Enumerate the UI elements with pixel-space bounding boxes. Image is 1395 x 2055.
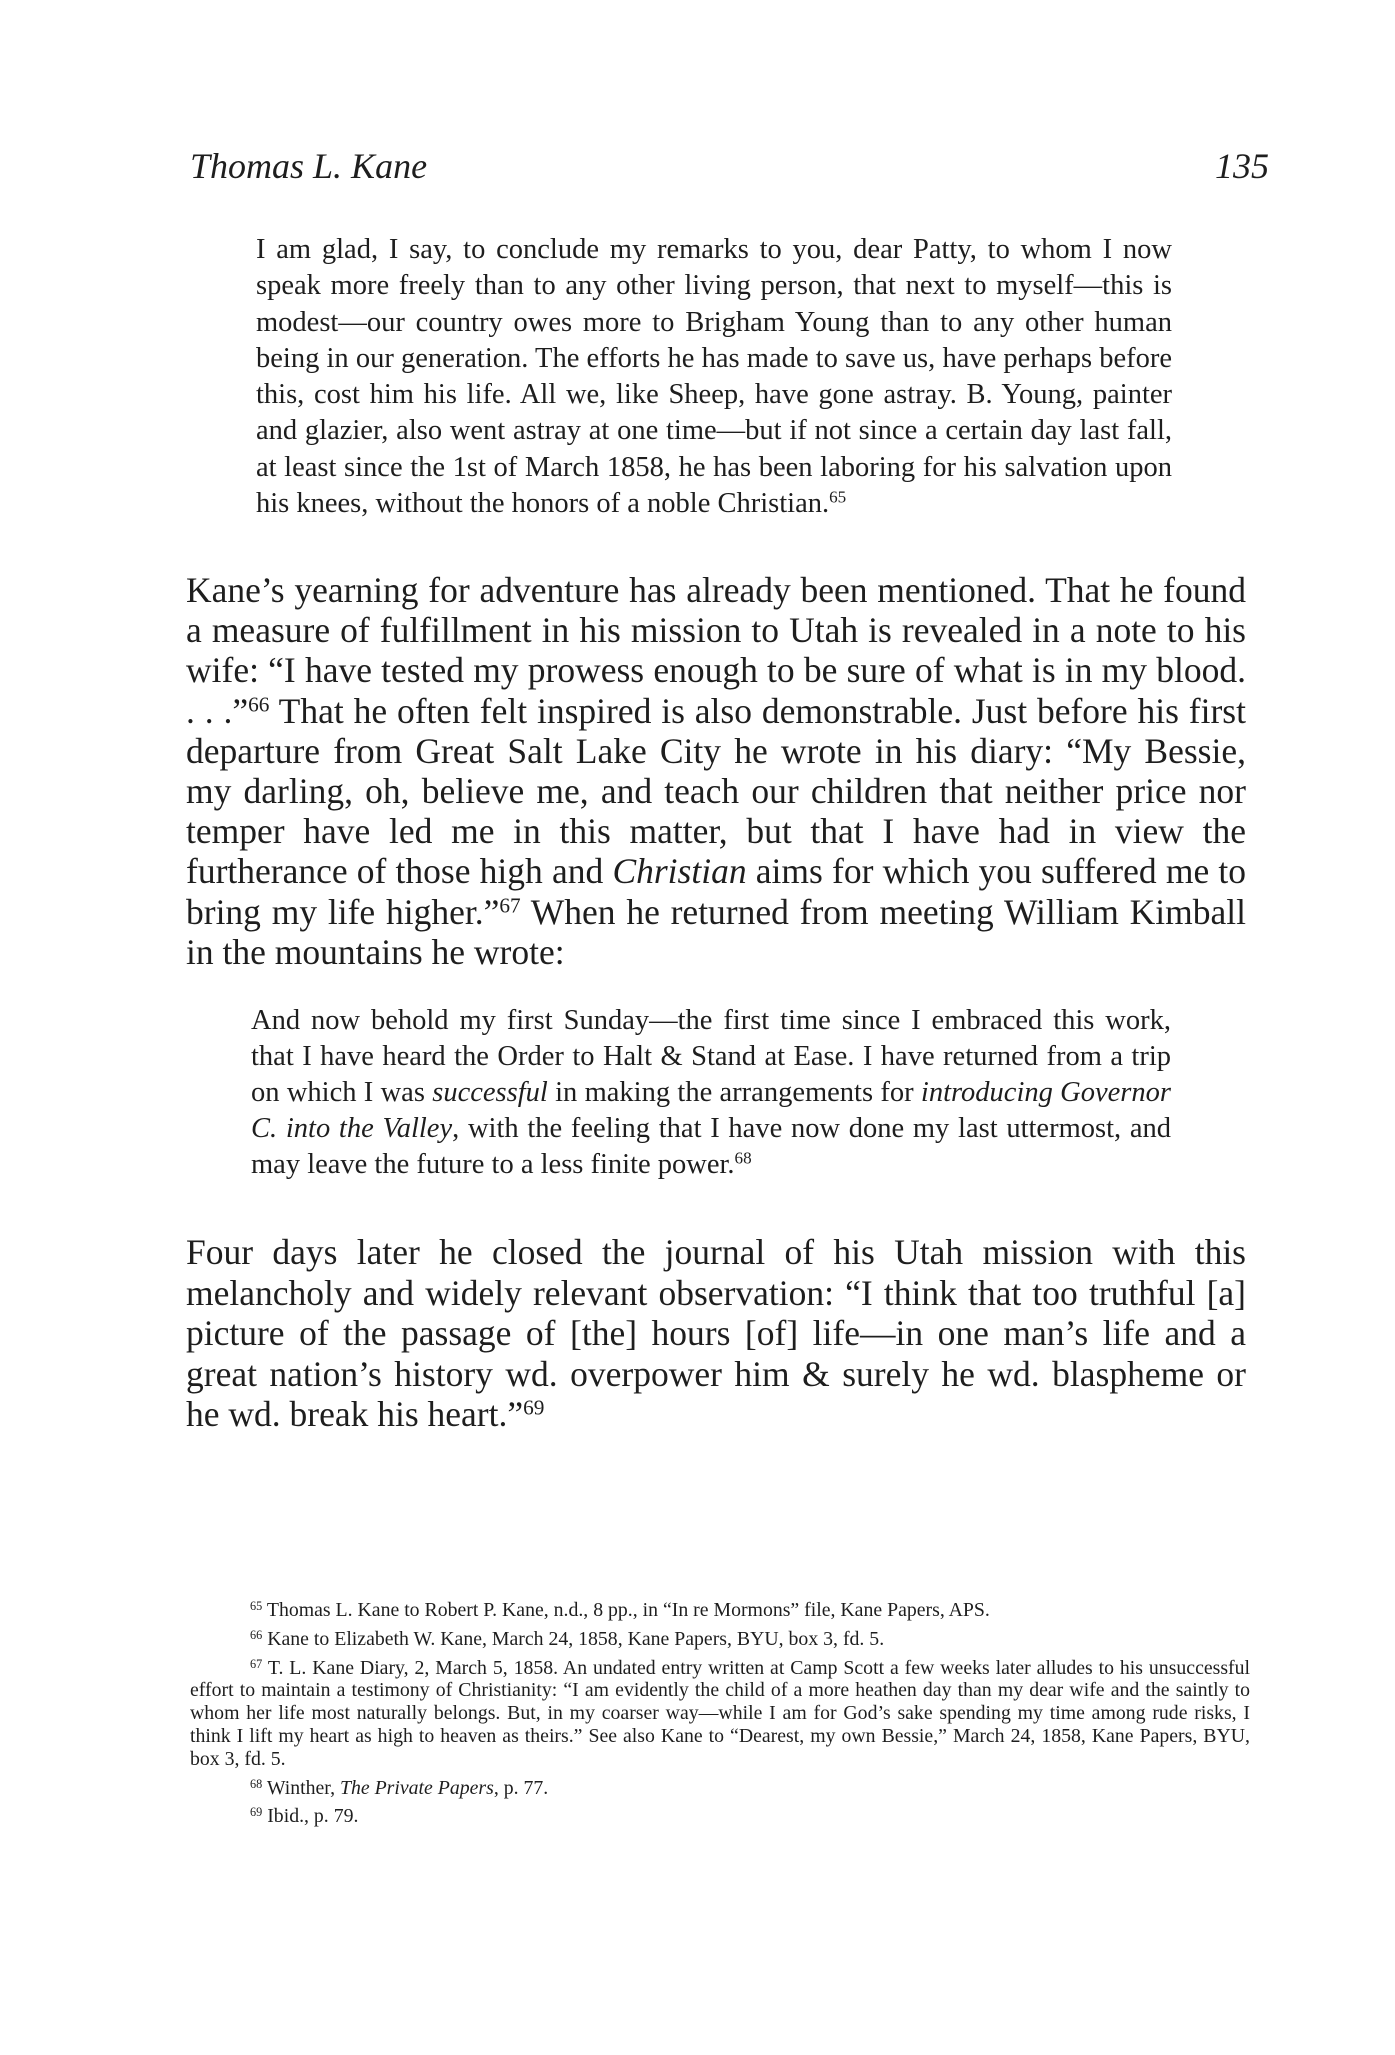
footnote-ref-65: 65 (829, 487, 847, 507)
page-number: 135 (1215, 146, 1269, 186)
footnote-68 (190, 1777, 1250, 1800)
footnotes (190, 1599, 1250, 1834)
footnote-67 (190, 1657, 1250, 1771)
footnote-number: 68 (250, 1776, 263, 1791)
footnote-number: 69 (250, 1805, 263, 1820)
italic-text: introducing Governor C. into the Valley (251, 1077, 1171, 1144)
footnote-number: 67 (250, 1656, 263, 1671)
paragraph-text: Four days later he closed the journal of his Utah mission with this melancholy and widely relevant observation: “I think that too truthful [a] picture of the passage of [the] hours [of] life—in one man’s life and a great nation’s history wd. overpower him & surely he wd. blaspheme or he wd. break his heart.” (186, 1232, 1246, 1435)
footnote-number: 66 (250, 1627, 263, 1642)
footnote-text: Kane to Elizabeth W. Kane, March 24, 1858, Kane Papers, BYU, box 3, fd. 5. (267, 1627, 885, 1650)
block-quote-text: in making the arrangements for (547, 1077, 921, 1108)
body-paragraph-1 (186, 570, 1246, 972)
paragraph-text: When he returned from meeting William Kimball in the mountains he wrote: (186, 891, 1246, 972)
footnote-65 (190, 1599, 1250, 1622)
block-quote-text: And now behold my first Sunday—the first time since I embraced this work, that I have heard the Order to Halt & Stand at Ease. I have returned from a trip on which I was (251, 1005, 1171, 1108)
body-paragraph-2 (186, 1232, 1246, 1435)
italic-text: Christian (612, 851, 747, 892)
footnote-ref-67: 67 (499, 892, 521, 917)
footnote-text: Winther, (266, 1776, 340, 1799)
footnote-ref-66: 66 (248, 691, 270, 716)
footnote-text: , p. 77. (493, 1776, 549, 1799)
block-quote-journal (251, 1003, 1171, 1183)
paragraph-text: Kane’s yearning for adventure has already been mentioned. That he found a measure of fulfillment in his mission to Utah is revealed in a note to his wife: “I have tested my prowess enough to be sure of what is in my blood. . . .” (186, 570, 1246, 731)
block-quote-text: I am glad, I say, to conclude my remarks to you, dear Patty, to whom I now speak more freely than to any other living person, that next to myself—this is modest—our country owes more to Brigham Young than to any other human being in our generation. The efforts he has made to save us, have perhaps before this, cost him his life. All we, like Sheep, have gone astray. B. Young, painter and glazier, also went astray at one time—but if not since a certain day last fall, at least since the 1st of March 1858, he has been laboring for his salvation upon his knees, without the honors of a noble Christian. (256, 234, 1172, 520)
italic-text: successful (432, 1077, 548, 1108)
footnote-66 (190, 1628, 1250, 1651)
footnote-number: 65 (250, 1598, 263, 1613)
paragraph-text: aims for which you suffered me to bring my life higher.” (186, 851, 1246, 932)
footnote-text: Thomas L. Kane to Robert P. Kane, n.d., 8 pp., in “In re Mormons” file, Kane Papers, APS. (266, 1599, 990, 1621)
footnote-ref-69: 69 (523, 1395, 545, 1420)
block-quote-text: , with the feeling that I have now done my last uttermost, and may leave the future to a less finite power. (251, 1113, 1171, 1180)
footnote-ref-68: 68 (734, 1148, 752, 1168)
footnote-italic-title: The Private Papers (339, 1776, 494, 1799)
paragraph-text: That he often felt inspired is also demonstrable. Just before his first departure from Great Salt Lake City he wrote in his diary: “My Bessie, my darling, oh, believe me, and teach our children that neither price nor temper have led me in this matter, but that I have had in view the furtherance of those high and (186, 690, 1246, 892)
block-quote-kane-letter (256, 232, 1172, 522)
footnote-69 (190, 1805, 1250, 1828)
running-title: Thomas L. Kane (190, 146, 428, 186)
footnote-text: T. L. Kane Diary, 2, March 5, 1858. An undated entry written at Camp Scott a few weeks later alludes to his unsuccessful effort to maintain a testimony of Christianity: “I am evidently the child of a more heathen day than my dear wife and the saintly to whom her life most naturally belongs. But, in my coarser way—while I am for God’s sake spending my time among rude risks, I think I lift my heart as high to heaven as theirs.” See also Kane to “Dearest, my own Bessie,” March 24, 1858, Kane Papers, BYU, box 3, fd. 5. (190, 1656, 1250, 1770)
footnote-text: Ibid., p. 79. (267, 1805, 359, 1828)
